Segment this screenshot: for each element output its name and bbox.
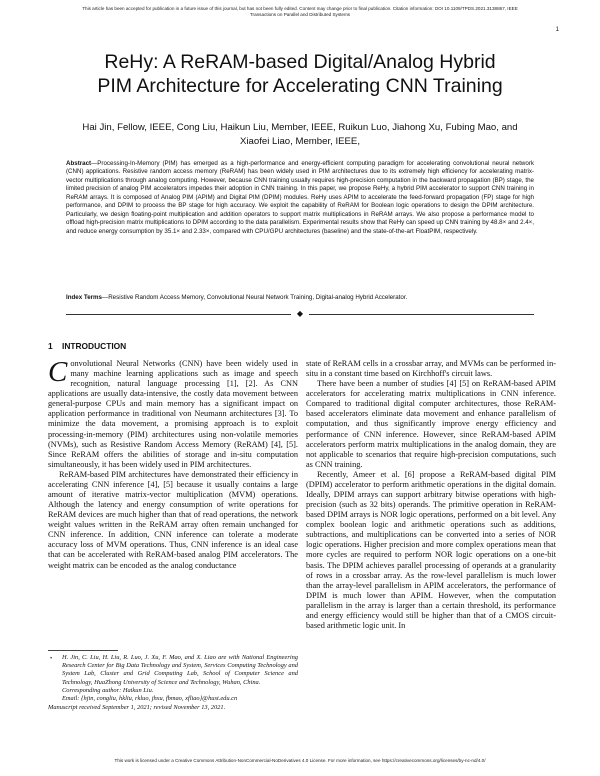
intro-paragraph-2: ReRAM-based PIM architectures have demonstrated their efficiency in accelerating CNN inference [4], [5] because it usually contains a large amount of iterative matrix-vector multiplication (MVM) operations. Although the latency and energy consumption of write operations for ReRAM devices are much higher than that of read operations, the network weight values written in the ReRAM array often remain unchanged for CNN inference. In addition, CNN inference can tolerate a moderate accuracy loss of MVM operations. Thus, CNN inference is an ideal case that can be accelerated with ReRAM-based analog PIM accelerators. The weight matrix can be encoded as the analog conductance — [48, 469, 298, 570]
authors-line1: Hai Jin, Fellow, IEEE, Cong Liu, Haikun Liu, Member, IEEE, Ruikun Luo, Jiahong Xu, Fubing Mao, and — [82, 122, 518, 133]
author-list — [80, 121, 520, 148]
footnote-email: Email: {hjin, congliu, hkliu, rkluo, jhxu, fbmao, xfliao}@hust.edu.cn — [62, 695, 238, 703]
paper-title — [30, 50, 570, 98]
manuscript-dates: Manuscript received September 1, 2021; revised November 13, 2021. — [48, 704, 226, 712]
footnote-authors: H. Jin, C. Liu, H. Liu, R. Luo, J. Xu, F. Mao, and X. Liao are with National Engineering Research Center for Big Data Technology and System, Services Computing Technology and System Lab, Cluster and Grid Computing Lab, School of Computer Science and Technology, HuaZhong University of Science and Technology, Wuhan, China. — [62, 654, 298, 686]
right-paragraph-0: state of ReRAM cells in a crossbar array, and MVMs can be performed in-situ in a constant time based on Kirchhoff's circuit laws. — [306, 359, 556, 379]
divider-line-left — [66, 314, 291, 315]
index-terms-label: Index Terms — [66, 294, 102, 301]
footnote-rule — [48, 650, 118, 651]
journal-header-note — [40, 6, 560, 18]
diamond-icon: ◆ — [296, 309, 304, 318]
abstract — [66, 160, 534, 236]
abstract-label: Abstract — [66, 160, 92, 167]
right-paragraph-1: There have been a number of studies [4] [5] on ReRAM-based APIM accelerators for accelerating matrix multiplications in CNN inference. Compared to traditional digital computer architectures, those ReRAM-based accelerators eliminate data movement and enhance parallelism of computation, and thus significantly improve energy efficiency and performance of CNN inference. However, since ReRAM-based APIM accelerators perform matrix multiplications in the analog domain, they are not applicable to scenarios that require high-precision computations, such as CNN training. — [306, 379, 556, 469]
header-note-line1: This article has been accepted for publication in a future issue of this journal, but has not been fully edited. Content may change prior to final publication. Citation information: DOI 10.1109/TPDS.2021.3138867, IEEE — [82, 6, 518, 11]
index-terms-body: —Resistive Random Access Memory, Convolutional Neural Network Training, Digital-analog Hybrid Accelerator. — [102, 294, 408, 301]
index-terms — [66, 294, 534, 302]
page-number: 1 — [555, 27, 559, 33]
footnote-affiliation — [62, 654, 298, 703]
intro-paragraph-1 — [48, 356, 298, 470]
right-column — [306, 359, 556, 631]
intro-paragraph-1-text: onvolutional Neural Networks (CNN) have been widely used in many machine learning applications such as image and speech recognition, natural language processing [1], [2]. As CNN applications are usually data-intensive, the costly data movement between general-purpose CPUs and main memory has a significant impact on application performance in traditional von Neumann architectures [3]. To minimize the data movement, a promising approach is to exploit processing-in-memory (PIM) architectures using non-volatile memories (NVMs), such as Resistive Random Access Memory (ReRAM) [4], [5]. Since ReRAM offers the abilities of storage and in-situ computation simultaneously, it has been widely used in PIM architectures. — [48, 359, 298, 469]
title-line2: PIM Architecture for Accelerating CNN Training — [97, 75, 503, 97]
title-line1: ReHy: A ReRAM-based Digital/Analog Hybrid — [104, 51, 496, 73]
section-number: 1 — [48, 341, 53, 351]
left-column — [48, 341, 298, 571]
right-paragraph-2: Recently, Ameer et al. [6] propose a ReRAM-based digital PIM (DPIM) accelerator to perform arithmetic operations in the digital domain. Ideally, DPIM arrays can support arbitrary bitwise operations with high-precision (such as 32 bits) operands. The primitive operation in ReRAM-based DPIM arrays is NOR logic operations, performed on a bit level. Any complex boolean logic and arithmetic operations such as additions, subtractions, and multiplications can be converted into a series of NOR logic operations. Higher precision and more complex operations mean that more cycles are required to perform NOR logic operations on a one-bit basis. The DPIM achieves parallel processing of operands at a granularity of rows in a crossbar array. As the row-level parallelism is much lower than the array-level parallelism in APIM accelerators, the performance of DPIM is much lower than APIM. However, when the computation parallelism in the array is larger than a certain threshold, its performance and energy efficiency would still be higher than that of a CMOS circuit-based arithmetic logic unit. In — [306, 469, 556, 631]
footnote-corresponding: Corresponding author: Haikun Liu. — [62, 686, 154, 694]
divider-line-right — [309, 314, 534, 315]
abstract-body: —Processing-In-Memory (PIM) has emerged as a high-performance and energy-efficient computing paradigm for accelerating convolutional neural network (CNN) applications. Resistive random access memory (ReRAM) has been widely used in PIM architectures due to its extremely high efficiency for accelerating matrix-vector multiplications through analog computing. However, because CNN training usually requires high-precision computation in the backward propagation (BP) stage, the limited precision of analog PIM accelerators impedes their adoption in CNN training. In this paper, we propose ReHy, a hybrid PIM accelerator to support CNN training in ReRAM arrays. It is composed of Analog PIM (APIM) and Digital PIM (DPIM) modules. ReHy uses APIM to accelerate the feed-forward propagation (FP) stage for high performance, and DPIM to process the BP stage for high accuracy. We exploit the capability of ReRAM for Boolean logic operations to design the DPIM architecture. Particularly, we design floating-point multiplication and addition operators to support matrix multiplications in ReRAM arrays. We also propose a performance model to offload high-precision matrix multiplications to DPIM according to the data parallelism. Experimental results show that ReHy can speed up CNN training by 48.8× and 2.4×, and reduce energy consumption by 35.1× and 2.33×, compared with CPU/GPU architectures (baseline) and the state-of-the-art FloatPIM, respectively. — [66, 160, 534, 235]
footnote — [48, 654, 298, 712]
section-heading — [48, 341, 298, 352]
section-title: INTRODUCTION — [62, 341, 127, 351]
header-note-line2: Transactions on Parallel and Distributed Systems — [249, 12, 351, 17]
license-footer: This work is licensed under a Creative Commons Attribution-NonCommercial-NoDerivatives 4.0 License. For more information, see https://creativecommons.org/licenses/by-nc-nd/4.0/ — [114, 758, 486, 763]
section-divider — [66, 310, 534, 318]
authors-line2: Xiaofei Liao, Member, IEEE, — [240, 135, 360, 147]
drop-cap: C — [48, 356, 68, 388]
footnote-bullet: • — [50, 655, 53, 662]
